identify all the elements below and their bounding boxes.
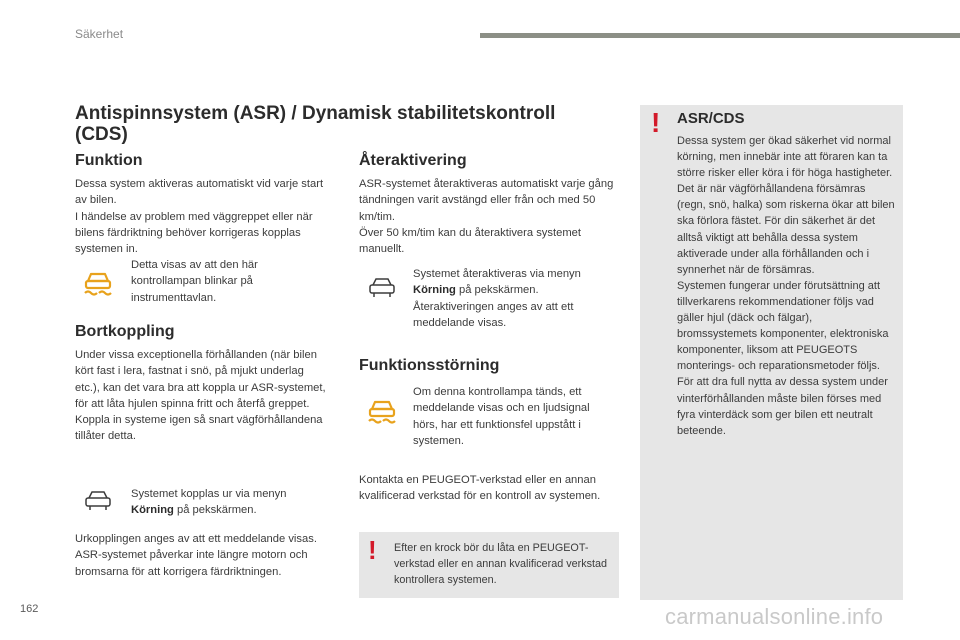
funktion-icon-text: Detta visas av att den här kontrollampan blinkar på instrumenttavlan. [131,259,258,304]
ateraktivering-p2: Över 50 km/tim kan du återaktivera systemet manuellt. [359,226,581,256]
bortkoppling-p3: Urkopplingen anges av att ett meddelande visas. [75,533,317,545]
heading-ateraktivering: Återaktivering [359,152,467,169]
section-label: Säkerhet [75,27,124,41]
bortkoppling-p1: Under vissa exceptionella förhållanden (när bilen kört fast i lera, fastnat i snö, på mjukt underlag etc.), kan det vara bra att koppla ur ASR-systemet, för att låta hjulen spinna fritt och återfå greppet. [75,349,326,410]
asr-cds-text [677,133,895,439]
esp-warning-lamp-icon [364,394,400,430]
heading-funktion: Funktion [75,152,143,169]
heading-bortkoppling: Bortkoppling [75,323,175,340]
crash-warning-box [359,532,619,598]
car-menu-icon [367,276,397,300]
ateraktivering-text [359,176,617,257]
crash-warning-text: Efter en krock bör du låta en PEUGEOT-verkstad eller en annan kvalificerad verkstad kontrollera systemen. [394,542,608,586]
watermark: carmanualsonline.info [665,604,884,629]
bortkoppling-p4: ASR-systemet påverkar inte längre motorn och bromsarna för att korrigera färdriktningen. [75,549,308,578]
bortkoppling-p2: Koppla in systeme igen så snart vägförhållandena tillåter detta. [75,414,323,443]
bortkoppling-text [75,347,330,445]
funktion-text [75,176,330,257]
esp-warning-lamp-icon [80,266,116,302]
asr-cds-box [640,105,903,600]
funktionsstorning-icon-text: Om denna kontrollampa tänds, ett meddelande visas och en ljudsignal hörs, har ett funktionsfel uppstått i systemen. [413,386,590,447]
ateraktivering-icon-text-a: Systemet återaktiveras via menyn [413,268,581,280]
bortkoppling-icon-text [131,486,321,519]
car-menu-icon [83,489,113,513]
ateraktivering-icon-text [413,266,608,331]
asr-cds-p1: Dessa system ger ökad säkerhet vid normal körning, men innebär inte att föraren kan ta större risker eller köra i för höga hastigheter. [677,135,893,180]
exclamation-icon: ! [651,107,661,138]
asr-cds-heading: ASR/CDS [677,110,745,127]
funktion-p1: Dessa system aktiveras automatiskt vid varje start av bilen. [75,178,324,207]
bortkoppling-icon-text-b: på pekskärmen. [173,504,257,517]
heading-funktionsstorning: Funktionsstörning [359,357,500,374]
bortkoppling-menu-name: Körning [131,504,174,517]
page-title: Antispinnsystem (ASR) / Dynamisk stabilitetskontroll (CDS) [75,103,556,145]
asr-cds-p4: För att dra full nytta av dessa system under vinterförhållanden måste bilen förses med fyra vinterdäck som ger bilen ett neutralt beteende. [677,376,888,437]
bortkoppling-icon-text-a: Systemet kopplas ur via menyn [131,488,287,500]
exclamation-icon: ! [368,535,377,565]
funktion-p2: I händelse av problem med väggreppet eller när bilens färdriktning behöver korrigeras kopplas systemen in. [75,210,313,256]
ateraktivering-menu-name: Körning [413,284,456,297]
funktionsstorning-p1: Kontakta en PEUGEOT-verkstad eller en annan kvalificerad verkstad för en kontroll av systemen. [359,474,601,503]
ateraktivering-p1: ASR-systemet återaktiveras automatiskt varje gång tändningen varit avstängd eller från och med 50 km/tim. [359,178,614,223]
asr-cds-p2: Det är när vägförhållandena försämras (regn, snö, halka) som riskerna ökar att bilen ska förlora fästet. För din säkerhet är det alltså viktigt att behålla dessa system aktiverade under alla förhållanden och i synnerhet när de försämras. [677,183,895,276]
header-bar [480,33,960,38]
ateraktivering-icon-text-c: Återaktiveringen anges av att ett meddelande visas. [413,300,574,329]
asr-cds-p3: Systemen fungerar under förutsättning att tillverkarens rekommendationer följs vad gäller hjul (däck och fälgar), bromssystemets komponenter, elektroniska komponenter, liksom att PEUGEOTS monterings- och reparationsmetoder följs. [677,279,889,373]
page-number: 162 [20,603,39,615]
ateraktivering-icon-line-1 [413,266,608,299]
ateraktivering-icon-text-b: på pekskärmen. [455,284,539,297]
bortkoppling-text-2 [75,531,340,580]
